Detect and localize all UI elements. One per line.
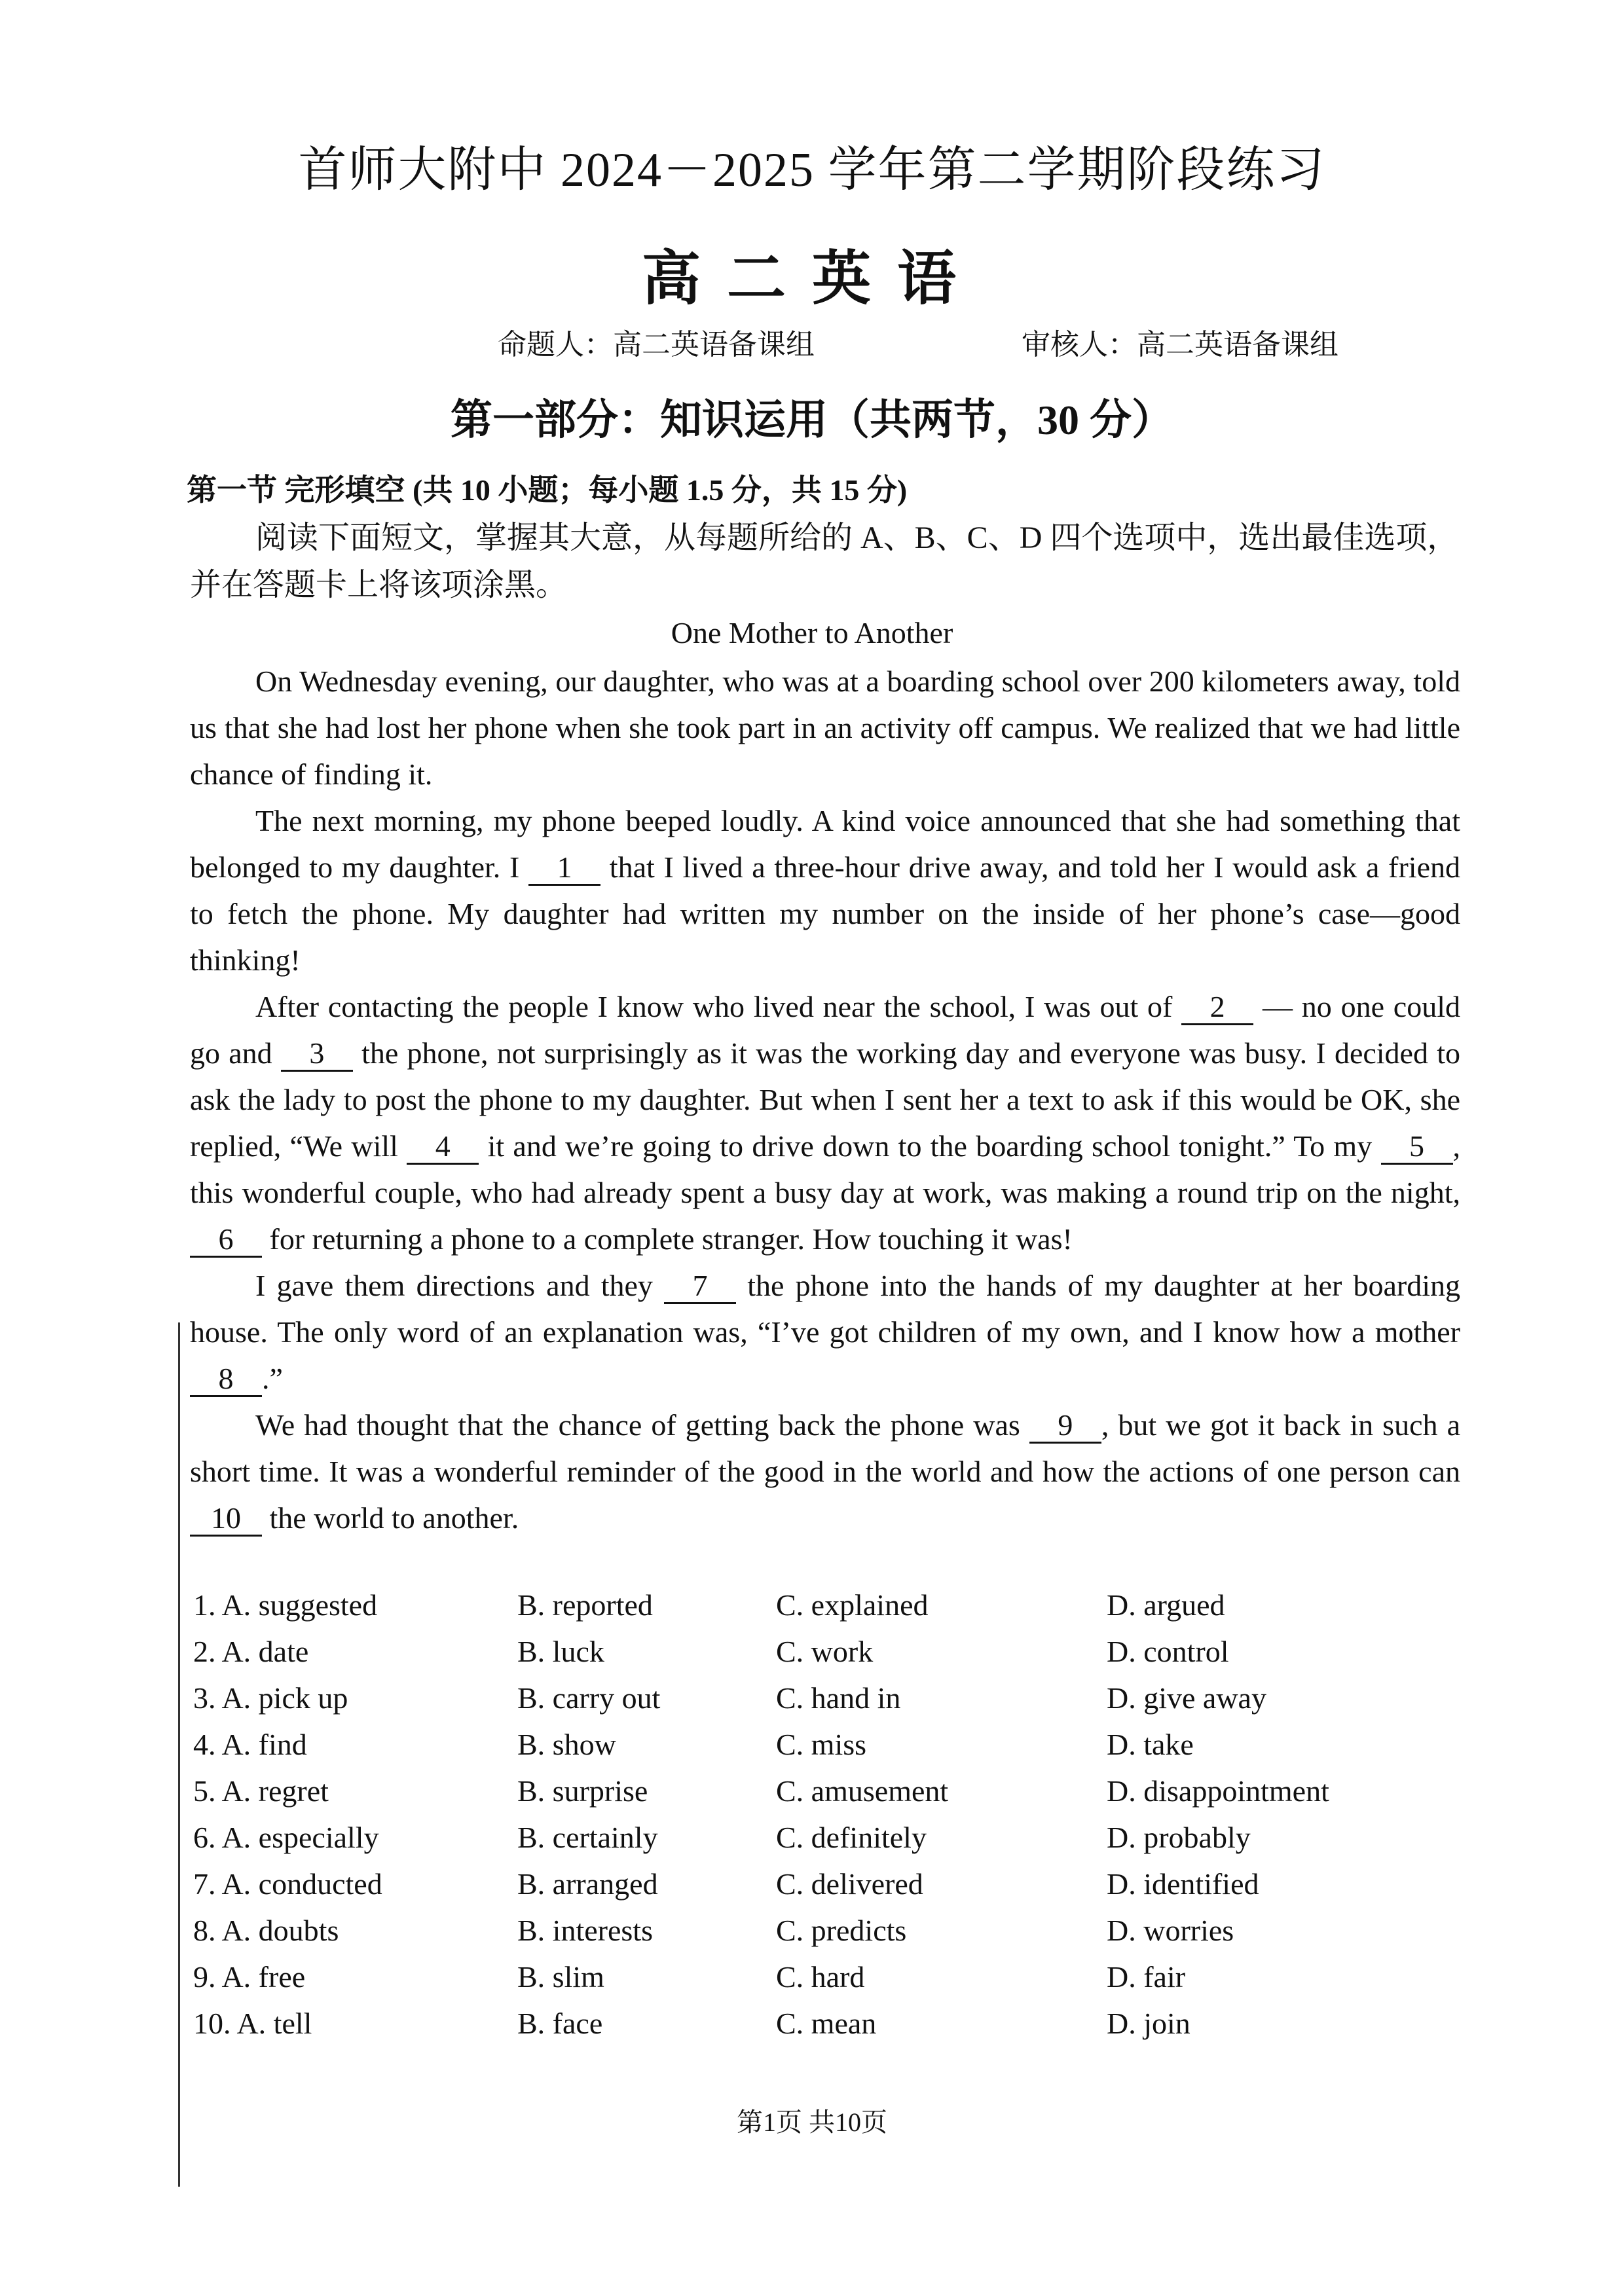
option: C. work (776, 1635, 874, 1668)
text: the phone into the hands of my daughter at her boarding house. The only word of an explanation was, “I’ve got children of my own, and I know how a mother (190, 1269, 1461, 1349)
option: D. give away (1107, 1681, 1266, 1715)
text: I gave them directions and they (255, 1269, 665, 1302)
text: — no one could go and (190, 990, 1460, 1070)
blank-6: 6 (190, 1223, 262, 1258)
part-heading: 第一部分：知识运用（共两节，30 分） (451, 397, 1173, 443)
setter: 命题人：高二英语备课组 (498, 329, 815, 361)
option: C. definitely (776, 1821, 927, 1854)
section-heading: 第一节 完形填空 (共 10 小题；每小题 1.5 分，共 15 分) (187, 473, 908, 507)
option: B. surprise (517, 1774, 648, 1808)
text: it and we’re going to drive down to the boarding school tonight.” To my (479, 1129, 1381, 1163)
option: C. mean (776, 2007, 877, 2040)
paragraph (190, 658, 1460, 797)
blank-10: 10 (190, 1502, 262, 1537)
blank-4: 4 (407, 1130, 479, 1165)
option: C. explained (776, 1588, 929, 1622)
option: B. face (517, 2007, 603, 2040)
option: B. slim (517, 1960, 604, 1994)
blank-7: 7 (664, 1269, 736, 1304)
paragraph (190, 797, 1460, 983)
option: 3. A. pick up (193, 1681, 348, 1715)
option: C. delivered (776, 1867, 923, 1901)
text: The next morning, my phone beeped loudly. A kind voice announced that she had something that belonged to my daughter. I (190, 804, 1460, 884)
exam-title: 首师大附中 2024－2025 学年第二学期阶段练习 (298, 143, 1326, 197)
option: C. predicts (776, 1914, 907, 1947)
blank-3: 3 (281, 1037, 353, 1072)
option: 1. A. suggested (193, 1588, 378, 1622)
text: After contacting the people I know who lived near the school, I was out of (255, 990, 1182, 1023)
blank-2: 2 (1181, 991, 1253, 1025)
option: 2. A. date (193, 1635, 309, 1668)
passage (190, 658, 1460, 1541)
option: B. reported (517, 1588, 653, 1622)
option: 4. A. find (193, 1728, 307, 1761)
text: On Wednesday evening, our daughter, who was at a boarding school over 200 kilometers away, told us that she had lost her phone when she took part in an activity off campus. We realized that we had little chance of finding it. (190, 665, 1460, 791)
option: 6. A. especially (193, 1821, 379, 1854)
option: 9. A. free (193, 1960, 306, 1994)
text: , but we got it back in such a short time. It was a wonderful reminder of the good in the world and how the actions of one person can (190, 1408, 1460, 1488)
option: D. identified (1107, 1867, 1259, 1901)
text: .” (262, 1362, 283, 1395)
blank-5: 5 (1381, 1130, 1453, 1165)
option: D. probably (1107, 1821, 1251, 1854)
option: B. luck (517, 1635, 604, 1668)
option: B. interests (517, 1914, 653, 1947)
story-title: One Mother to Another (671, 616, 953, 649)
option: B. carry out (517, 1681, 661, 1715)
paragraph (190, 1262, 1460, 1402)
paragraph (190, 1402, 1460, 1541)
option: D. worries (1107, 1914, 1234, 1947)
option: C. miss (776, 1728, 867, 1761)
option: D. argued (1107, 1588, 1225, 1622)
subject-title: 高二英语 (642, 247, 982, 312)
blank-9: 9 (1029, 1409, 1101, 1444)
option: B. certainly (517, 1821, 658, 1854)
option: 10. A. tell (193, 2007, 312, 2040)
option: D. disappointment (1107, 1774, 1329, 1808)
text: for returning a phone to a complete stranger. How touching it was! (262, 1222, 1073, 1256)
option: C. amusement (776, 1774, 949, 1808)
option: 8. A. doubts (193, 1914, 339, 1947)
reviewer: 审核人：高二英语备课组 (1022, 329, 1338, 361)
option: 5. A. regret (193, 1774, 329, 1808)
text: that I lived a three-hour drive away, and told her I would ask a friend to fetch the phone. My daughter had written my number on the inside of her phone’s case—good thinking! (190, 850, 1460, 977)
option: 7. A. conducted (193, 1867, 382, 1901)
text: We had thought that the chance of getting back the phone was (255, 1408, 1029, 1442)
blank-1: 1 (528, 851, 600, 886)
page-number: 第1页 共10页 (737, 2107, 887, 2137)
blank-8: 8 (190, 1362, 262, 1397)
margin-line (178, 1322, 180, 2187)
option: B. show (517, 1728, 616, 1761)
option: D. fair (1107, 1960, 1186, 1994)
paragraph (190, 983, 1460, 1262)
text: , this wonderful couple, who had already spent a busy day at work, was making a round trip on the night, (190, 1129, 1460, 1209)
option: D. control (1107, 1635, 1229, 1668)
text: the world to another. (262, 1501, 519, 1535)
text: the phone, not surprisingly as it was the working day and everyone was busy. I decided to ask the lady to post the phone to my daughter. But when I sent her a text to ask if this would be OK, she replied, “We will (190, 1036, 1460, 1163)
instruction: 阅读下面短文，掌握其大意，从每题所给的 A、B、C、D 四个选项中，选出最佳选项，并在答题卡上将该项涂黑。 (190, 520, 1459, 602)
option: C. hand in (776, 1681, 901, 1715)
option: C. hard (776, 1960, 865, 1994)
option: D. take (1107, 1728, 1194, 1761)
option: D. join (1107, 2007, 1190, 2040)
option: B. arranged (517, 1867, 658, 1901)
